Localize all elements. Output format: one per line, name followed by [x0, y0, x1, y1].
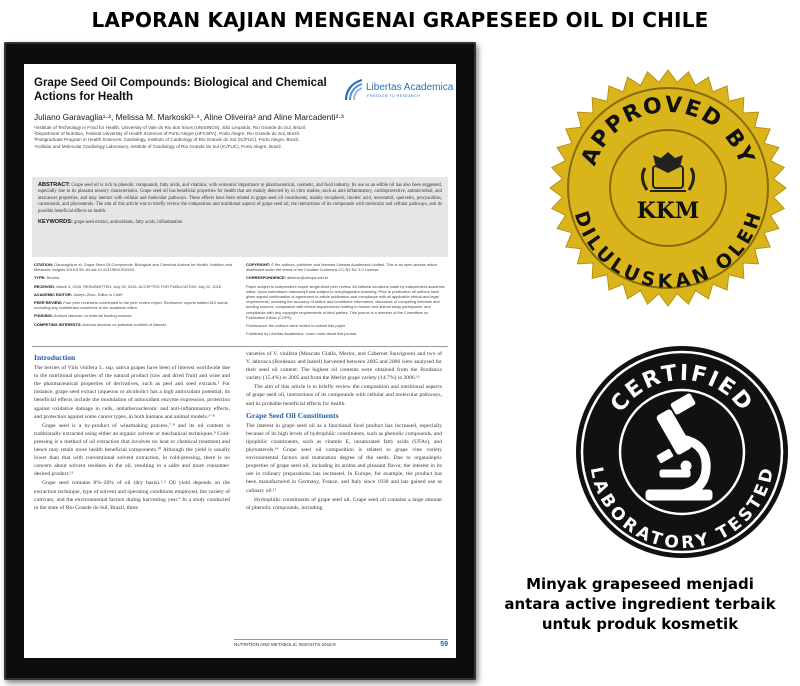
paper-title: Grape Seed Oil Compounds: Biological and Chemical Actions for Health — [34, 77, 327, 103]
caption-line: untuk produk kosmetik — [541, 615, 739, 633]
meta-text: Garavaglia et al. Grape Seed Oil Compounds: Biological and Chemical Actions for Health. Nutrition and Metabolic Insights 2016:9 59–64 doi:10.4137/NMI.S32910. — [34, 262, 232, 273]
seal-center-text: KKM — [636, 198, 700, 224]
publisher-logo-icon — [342, 78, 364, 102]
meta-label: COMPETING INTERESTS: — [34, 321, 82, 327]
abstract-box — [32, 177, 448, 257]
meta-text: Published by Libertas Academica. Learn more about this journal. — [246, 331, 358, 337]
keywords — [38, 219, 442, 225]
caption — [484, 574, 796, 634]
paper-authors: Juliano Garavaglia¹·², Melissa M. Markoski³·⁴, Aline Oliveira³ and Aline Marcadenti²·³ — [34, 112, 344, 122]
meta-label: TYPE: — [34, 275, 46, 281]
body-paragraph: Grape seed is a by-product of winemaking process,⁷·⁸ and its oil content is traditionally extracted using either an organic solvent or mechanical techniques.⁹ Cold-pressing is a method of oil extraction that involves no heat or chemical treatment and hence may retain more health beneficial components.¹⁰ Although the yield is usually lower than that with conventional solvent extraction, in cold-pressing, there is no concern about solvent residues in the oil, resulting in a safer and more consumer-desired product.¹¹ — [34, 422, 230, 478]
keywords-text: grape seed extract, antioxidants, fatty acids, inflammation — [73, 220, 183, 226]
body-column-left — [34, 350, 230, 513]
meta-right — [246, 262, 446, 339]
footer-rule — [234, 639, 448, 640]
meta-label: ACADEMIC EDITOR: — [34, 291, 72, 297]
body-paragraph: varieties of V. vinifera (Moscato Giallo, Merlot, and Cabernet Sauvignon) and two of V. labrusca (Bordeaux and Isabel) harvested between 2005 and 2006 were analyzed for their seed oil content. The highest oil contents were obtained from the Bordeaux variety (15.4%) in 2005 and from the Merlot grape variety (14.7%) in 2006.¹³ — [246, 351, 442, 382]
body-paragraph: The interest in grape seed oil as a functional food product has increased, especially because of its high levels of hydrophilic constituents, such as phenolic compounds, and lipophilic constituents, such as vitamin E, unsaturated fatty acids (UFAs), and phytosterols.¹⁴ Grape seed oil composition is related to grape vine variety environmental factors and maturation degree of the seeds. Due to organoleptic properties of grape seed oil, including its aroma and pleasant flavor, the interest in its use in culinary preparations has increased. In Europe, for example, the product has been manufactured in Germany, France, and Italy since 1930 and has gained use as culinary oil.¹¹ — [246, 422, 442, 494]
certified-laboratory-tested-seal — [574, 344, 790, 560]
meta-label: RECEIVED: — [34, 283, 56, 289]
meta-text: Provenance: the authors were invited to submit this paper. — [246, 323, 347, 329]
seal-top-text: CERTIFIED — [605, 360, 758, 418]
body-paragraph: Hydrophilic constituents of grape seed oil. Grape seed oil contains a large amount of phenolic compounds, including — [246, 496, 442, 511]
section-divider — [32, 346, 448, 347]
banner-title: LAPORAN KAJIAN MENGENAI GRAPESEED OIL DI CHILE — [91, 8, 709, 32]
abstract-text: Grape seed oil is rich in phenolic compounds, fatty acids, and vitamins, with economic importance to pharmaceutical, cosmetic, and food industry. Its use as an edible oil has also been suggested, especially due to its pleasant sensory characteristics. Grape seed oil has beneficial properties for health that are mainly detected by in vitro studies, such as anti-inflammatory, cardioprotective, antimicrobial, and anticancer properties, and may interact with cellular and molecular pathways. These effects have been related to grape seed oil constituents, mainly tocopherol, linoleic acid, resveratrol, quercetin, procyanidins, carotenoids, and phytosterols. The aim of this article was to briefly review the composition and nutritional aspects of grape seed oil, the interactions of its compounds with molecular and cellular pathways, and its possible beneficial effects on health. — [38, 183, 442, 214]
publisher-tagline: FREEDOM TO RESEARCH — [367, 94, 421, 98]
seal-top-text: APPROVED BY — [576, 92, 760, 170]
intro-heading: Introduction — [34, 353, 76, 362]
meta-text: Review — [46, 275, 60, 281]
approved-by-kkm-seal — [548, 68, 788, 308]
meta-text: Paper subject to independent expert single-blind peer review. All editorial decisions made by independent academic editor. Upon submission manuscript was subject to anti-plagiarism scanning. Prior to publication all authors have given signed confirmation of agreement to article publication and compliance with all applicable ethical and legal requirements, including the accuracy of author and contributor information, disclosure of competing interests and funding sources, compliance with ethical requirements relating to human and animal study participants, and compliance with any copyright requirements of third parties. This journal is a member of the Committee on Publication Ethics (COPE). — [246, 283, 445, 320]
meta-text: Joseph Zhou, Editor in Chief — [73, 291, 123, 297]
affiliation-line: ³Postgraduate Program in Health Sciences: Cardiology, Institute of Cardiology of Rio Grande do Sul (IC/FUC), Porto Alegre, Brazil. — [34, 137, 300, 143]
paper-affiliations — [34, 125, 444, 150]
meta-text: Authors disclose no external funding sources. — [53, 313, 133, 319]
caption-line: Minyak grapeseed menjadi — [526, 575, 754, 593]
meta-text: alinemo@ufcspa.edu.br — [287, 275, 329, 281]
body-column-right — [246, 350, 442, 513]
research-paper — [24, 64, 456, 658]
meta-label: CORRESPONDENCE: — [246, 275, 286, 281]
affiliation-line: ²Department of Nutrition, Federal University of Health Sciences of Porto Alegre (UFCSPA), Porto Alegre, Rio Grande do Sul, Brazil. — [34, 131, 300, 137]
paper-footer — [234, 642, 450, 647]
affiliation-line: ⁴Cellular and Molecular Cardiology Laboratory, Institute of Cardiology of Rio Grande do Sul (IC/FUC), Porto Alegre, Brazil. — [34, 143, 282, 149]
meta-label: CITATION: — [34, 262, 54, 267]
seal-bottom-text: LABORATORY TESTED — [585, 465, 779, 554]
publisher-name: Libertas Academica — [366, 82, 454, 93]
page-number: 59 — [440, 641, 448, 648]
caption-line: antara active ingredient terbaik — [504, 595, 776, 613]
meta-text: Four peer reviewers contributed to the peer review report. Reviewers' reports totaled 812 words, excluding any confidential comments to the academic editor. — [34, 300, 229, 311]
publisher-logo — [342, 78, 454, 104]
picture-frame — [4, 42, 476, 680]
body-paragraph: Grape seed contains 8%–20% of oil (dry basis).¹·² Oil yield depends on the extraction technique, type of solvent and operating conditions employed, the variety of cultivars, and the environmental factors during harvesting year.⁹ In a study conducted in the state of Rio Grande do Sul, Brazil, three — [34, 480, 230, 511]
meta-label: PEER REVIEW: — [34, 300, 63, 306]
meta-left — [34, 262, 232, 330]
body-paragraph: The aim of this article is to briefly review the composition and nutritional aspects of grape seed oil, interactions of its compounds with cellular and molecular pathways, and its probable beneficial effects for health. — [246, 384, 442, 407]
body-paragraph: The berries of Vitis vinifera L. ssp. sativa grapes have been of interest worldwide due to the nutritional properties of the natural product (raw and dried fruit) and wine and the pharmaceutical properties of derivatives, such as peel and seed extracts.¹ For instance, grape seed extract (aqueous or alcoholic) has a high antioxidant potential; its beneficial effects include the modulation of antioxidant enzyme expression, protection against oxidative damage in cells, antiatherosclerotic and anti-inflammatory effects, and protection against some cancer types, in both humans and animal models.²⁻⁸ — [34, 365, 230, 420]
meta-text: Authors disclose no potential conflicts of interest. — [82, 321, 167, 327]
footer-journal: NUTRITION AND METABOLIC INSIGHTS 2016:9 — [234, 642, 336, 647]
meta-label: COPYRIGHT: — [246, 262, 270, 267]
seal-bottom-text: DILULUSKAN OLEH — [569, 208, 767, 293]
abstract — [38, 182, 442, 215]
meta-text: © the authors, publisher and licensee Libertas Academica Limited. This is an open-access article distributed under the terms of the Creative Commons CC-BY-NC 3.0 License. — [246, 262, 438, 273]
abstract-label: ABSTRACT: — [38, 182, 71, 188]
meta-label: FUNDING: — [34, 313, 54, 319]
meta-text: March 3, 2016. RESUBMITTED: July 25, 2016. ACCEPTED FOR PUBLICATION: July 22, 2016. — [56, 283, 223, 289]
affiliation-line: ¹Institute of Technology in Food for Health, University of Vale do Rio dos Sinos (UNISINOS), São Leopoldo, Rio Grande do Sul, Brazil. — [34, 125, 307, 130]
keywords-label: KEYWORDS: — [38, 219, 73, 226]
constituents-heading: Grape Seed Oil Constituents — [246, 410, 339, 420]
